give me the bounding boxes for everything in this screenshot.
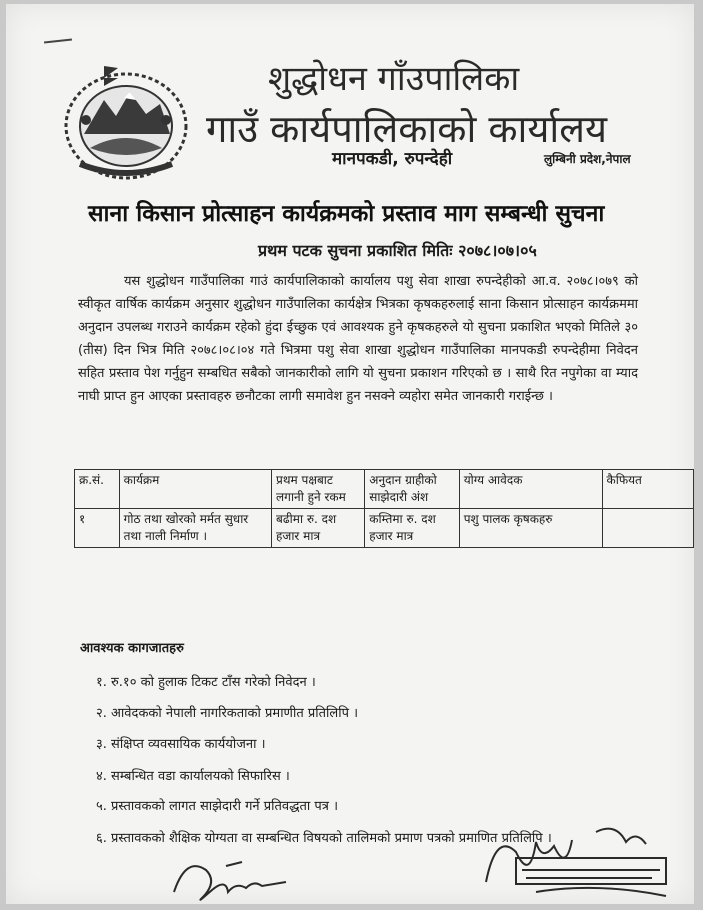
document-item: ६. प्रस्तावकको शैक्षिक योग्यता वा सम्बन्धित विषयको तालिमको प्रमाण पत्रको प्रमाणित प्रतिलिपि । <box>96 831 552 846</box>
notice-page <box>6 4 694 904</box>
documents-heading: आवश्यक कागजातहरु <box>80 641 184 656</box>
pen-mark <box>44 39 72 44</box>
office-name: शुद्धोधन गाँउपालिका <box>268 59 520 99</box>
document-item: ५. प्रस्तावकको लागत साझेदारी गर्ने प्रतिवद्धता पत्र । <box>96 799 339 814</box>
table-row <box>75 509 694 548</box>
table-header: क्र.सं. <box>75 470 120 509</box>
document-item: ३. संक्षिप्त व्यवसायिक कार्ययोजना । <box>96 737 266 752</box>
table-header: अनुदान ग्राहीको साझेदारी अंश <box>365 470 459 509</box>
table-header: योग्य आवेदक <box>459 470 602 509</box>
table-header: कैफियत <box>602 470 693 509</box>
notice-title: साना किसान प्रोत्साहन कार्यक्रमको प्रस्ताव माग सम्बन्धी सुचना <box>88 201 605 227</box>
program-table <box>74 469 694 548</box>
table-cell: १ <box>75 509 120 548</box>
table-header: कार्यक्रम <box>119 470 271 509</box>
document-item: १. रु.१० को हुलाक टिकट टाँस गरेको निवेदन । <box>96 675 316 690</box>
table-cell: कम्तिमा रु. दश हजार मात्र <box>365 509 459 548</box>
table-cell: पशु पालक कृषकहरु <box>459 509 602 548</box>
document-item: ४. सम्बन्धित वडा कार्यालयको सिफारिस । <box>96 769 290 784</box>
office-address: मानपकडी, रुपन्देही <box>332 149 453 169</box>
signature-icon <box>166 852 296 904</box>
official-signature-stamp-icon <box>476 822 676 904</box>
notice-date: प्रथम पटक सुचना प्रकाशित मितिः २०७८।०७।०५ <box>258 241 537 260</box>
office-province: लुम्बिनी प्रदेश,नेपाल <box>544 152 631 166</box>
table-cell: बढीमा रु. दश हजार मात्र <box>272 509 365 548</box>
table-cell <box>602 509 693 548</box>
table-header: प्रथम पक्षबाट लगानी हुने रकम <box>272 470 365 509</box>
nepal-government-emblem-icon <box>60 64 192 184</box>
office-title: गाउँ कार्यपालिकाको कार्यालय <box>206 107 608 151</box>
document-item: २. आवेदकको नेपाली नागरिकताको प्रमाणीत प्रतिलिपि । <box>96 706 359 721</box>
table-header-row <box>75 470 694 509</box>
table-cell: गोठ तथा खोरको मर्मत सुधार तथा नाली निर्माण । <box>119 509 271 548</box>
notice-body: यस शुद्धोधन गाउँपालिका गाउं कार्यपालिकाको कार्यालय पशु सेवा शाखा रुपन्देहीको आ.व. २०७८।०७९ को स्वीकृत वार्षिक कार्यक्रम अनुसार शुद्धोधन गाउँपालिका कार्यक्षेत्र भित्रका कृषकहरुलाई साना किसान प्रोत्साहन कार्यक्रममा अनुदान उपलब्ध गराउने कार्यक्रम रहेको हुंदा ईच्छुक एवं आवश्यक हुने कृषकहरुले यो सुचना प्रकाशित भएको मितिले ३० (तीस) दिन भित्र मिति २०७८।०८।०४ गते भित्रमा पशु सेवा शाखा शुद्धोधन गाउँपालिका मानपकडी रुपन्देहीमा निवेदन सहित प्रस्ताव पेश गर्नुहुन सम्बधित सबैको जानकारीको लागि यो सुचना प्रकाशन गरिएको छ । साथै रित नपुगेका वा म्याद नाघी प्राप्त हुन आएका प्रस्तावहरु छनौटका लागी समावेश हुन नसक्ने व्यहोरा समेत जानकारी गराईन्छ । <box>78 274 638 404</box>
